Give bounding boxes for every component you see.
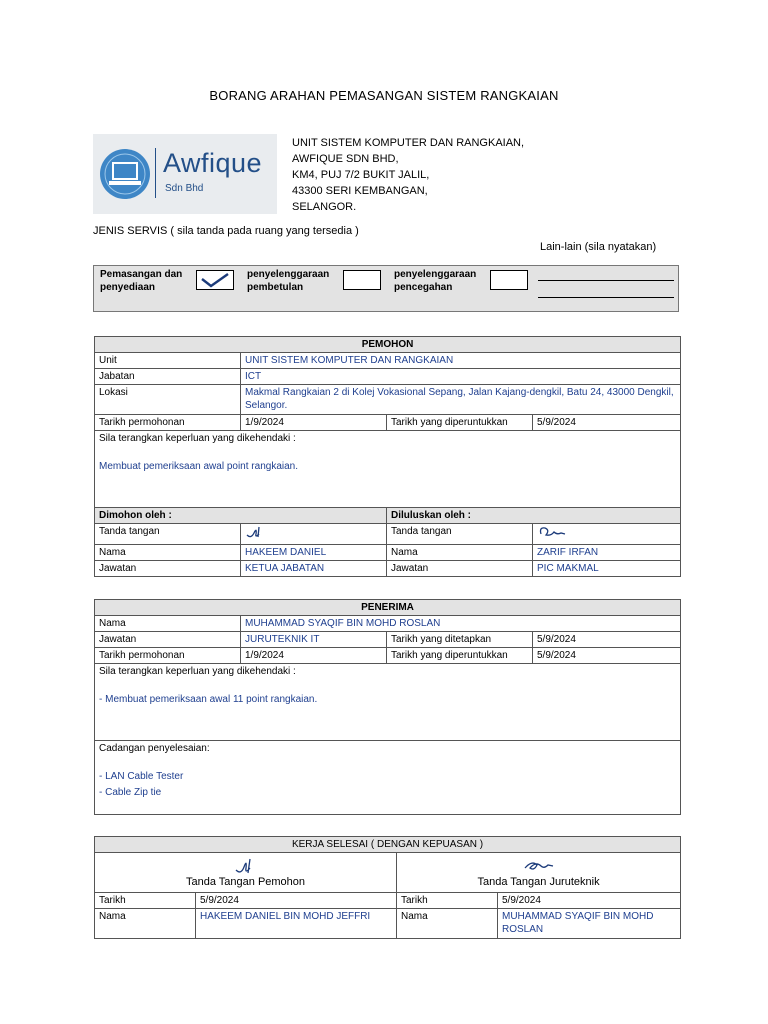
kerja-selesai-table (94, 836, 681, 939)
signature-cell-1[interactable] (241, 524, 387, 545)
kerja-tarikh-label-2: Tarikh (397, 893, 498, 909)
cadangan-item: - LAN Cable Tester (99, 771, 184, 782)
jawatan-value-1[interactable]: KETUA JABATAN (241, 561, 387, 577)
penerima-header: PENERIMA (95, 600, 681, 616)
company-address (292, 135, 524, 215)
penerima-keperluan-value: - Membuat pemeriksaan awal 11 point rangkaian. (99, 694, 318, 705)
service-checkbox-3[interactable] (490, 270, 528, 290)
tarikh-tetap-value[interactable]: 5/9/2024 (533, 632, 681, 648)
nama-label-1: Nama (95, 545, 241, 561)
jawatan-label-1: Jawatan (95, 561, 241, 577)
signature-zarif (537, 525, 567, 539)
kerja-nama-label-1: Nama (95, 909, 196, 939)
jenis-servis-label: JENIS SERVIS ( sila tanda pada ruang yang tersedia ) (93, 225, 359, 237)
kerja-nama-value-1[interactable]: HAKEEM DANIEL BIN MOHD JEFFRI (196, 909, 397, 939)
ttd-pemohon-label: Tanda Tangan Pemohon (185, 876, 306, 888)
signature-juruteknik (522, 856, 556, 876)
diluluskan-label: Diluluskan oleh : (387, 508, 681, 524)
cadangan-item: - Cable Zip tie (99, 787, 162, 798)
address-line: 43300 SERI KEMBANGAN, (292, 185, 428, 197)
address-line: SELANGOR. (292, 201, 357, 213)
company-logo (93, 134, 277, 214)
address-line: UNIT SISTEM KOMPUTER DAN RANGKAIAN, (292, 137, 525, 149)
kerja-tarikh-label-1: Tarikh (95, 893, 196, 909)
service-checkbox-1[interactable] (196, 270, 234, 290)
lokasi-value[interactable]: Makmal Rangkaian 2 di Kolej Vokasional Sepang, Jalan Kajang-dengkil, Batu 24, 43000 Dengkil, Selangor. (241, 385, 681, 415)
tanda-label-1: Tanda tangan (95, 524, 241, 545)
penerima-tarikh-mohon-value[interactable]: 1/9/2024 (241, 648, 387, 664)
keperluan-label: Sila terangkan keperluan yang dikehendaki : (99, 433, 296, 444)
lokasi-label: Lokasi (95, 385, 241, 415)
lain-lain-label: Lain-lain (sila nyatakan) (540, 241, 657, 253)
signature-hakeem (245, 525, 267, 539)
service-option-2: penyelenggaraan pembetulan (247, 269, 330, 293)
ttd-pemohon-cell[interactable] (95, 853, 397, 893)
signature-cell-2[interactable] (533, 524, 681, 545)
logo-sub: Sdn Bhd (165, 183, 204, 194)
lain-lain-line-1[interactable] (538, 280, 674, 281)
nama-label-2: Nama (387, 545, 533, 561)
laptop-icon (99, 148, 151, 200)
penerima-nama-value[interactable]: MUHAMMAD SYAQIF BIN MOHD ROSLAN (241, 616, 681, 632)
ttd-juruteknik-label: Tanda Tangan Juruteknik (477, 876, 600, 888)
pemohon-header: PEMOHON (95, 337, 681, 353)
service-option-3: penyelenggaraan pencegahan (394, 269, 477, 293)
jabatan-label: Jabatan (95, 369, 241, 385)
pemohon-table (94, 336, 681, 577)
tarikh-mohon-label: Tarikh permohonan (95, 415, 241, 431)
cadangan-cell[interactable] (95, 741, 681, 815)
unit-value[interactable]: UNIT SISTEM KOMPUTER DAN RANGKAIAN (241, 353, 681, 369)
kerja-header: KERJA SELESAI ( DENGAN KEPUASAN ) (95, 837, 681, 853)
nama-value-2[interactable]: ZARIF IRFAN (533, 545, 681, 561)
unit-label: Unit (95, 353, 241, 369)
penerima-keperluan-cell[interactable] (95, 664, 681, 741)
penerima-tarikh-mohon-label: Tarikh permohonan (95, 648, 241, 664)
penerima-tarikh-untuk-label: Tarikh yang diperuntukkan (387, 648, 533, 664)
penerima-tarikh-untuk-value[interactable]: 5/9/2024 (533, 648, 681, 664)
logo-divider (155, 148, 156, 198)
dimohon-label: Dimohon oleh : (95, 508, 387, 524)
penerima-table (94, 599, 681, 815)
penerima-jawatan-label: Jawatan (95, 632, 241, 648)
kerja-tarikh-value-2[interactable]: 5/9/2024 (498, 893, 681, 909)
kerja-nama-value-2[interactable]: MUHAMMAD SYAQIF BIN MOHD ROSLAN (498, 909, 681, 939)
keperluan-cell[interactable] (95, 431, 681, 508)
tarikh-mohon-value[interactable]: 1/9/2024 (241, 415, 387, 431)
kerja-tarikh-value-1[interactable]: 5/9/2024 (196, 893, 397, 909)
penerima-keperluan-label: Sila terangkan keperluan yang dikehendaki : (99, 666, 296, 677)
ttd-juruteknik-cell[interactable] (397, 853, 681, 893)
jabatan-value[interactable]: ICT (241, 369, 681, 385)
tanda-label-2: Tanda tangan (387, 524, 533, 545)
jawatan-value-2[interactable]: PIC MAKMAL (533, 561, 681, 577)
tarikh-untuk-value[interactable]: 5/9/2024 (533, 415, 681, 431)
jawatan-label-2: Jawatan (387, 561, 533, 577)
cadangan-label: Cadangan penyelesaian: (99, 743, 210, 754)
signature-pemohon (233, 856, 259, 876)
service-checkbox-2[interactable] (343, 270, 381, 290)
lain-lain-line-2[interactable] (538, 297, 674, 298)
nama-value-1[interactable]: HAKEEM DANIEL (241, 545, 387, 561)
service-type-panel (93, 265, 679, 312)
address-line: KM4, PUJ 7/2 BUKIT JALIL, (292, 169, 430, 181)
kerja-nama-label-2: Nama (397, 909, 498, 939)
check-icon (197, 271, 233, 289)
tarikh-untuk-label: Tarikh yang diperuntukkan (387, 415, 533, 431)
tarikh-tetap-label: Tarikh yang ditetapkan (387, 632, 533, 648)
address-line: AWFIQUE SDN BHD, (292, 153, 399, 165)
logo-name: Awfique (163, 148, 263, 178)
penerima-nama-label: Nama (95, 616, 241, 632)
service-option-1: Pemasangan dan penyediaan (100, 269, 183, 293)
form-title: BORANG ARAHAN PEMASANGAN SISTEM RANGKAIAN (209, 88, 559, 103)
penerima-jawatan-value[interactable]: JURUTEKNIK IT (241, 632, 387, 648)
keperluan-value: Membuat pemeriksaan awal point rangkaian. (99, 461, 298, 472)
